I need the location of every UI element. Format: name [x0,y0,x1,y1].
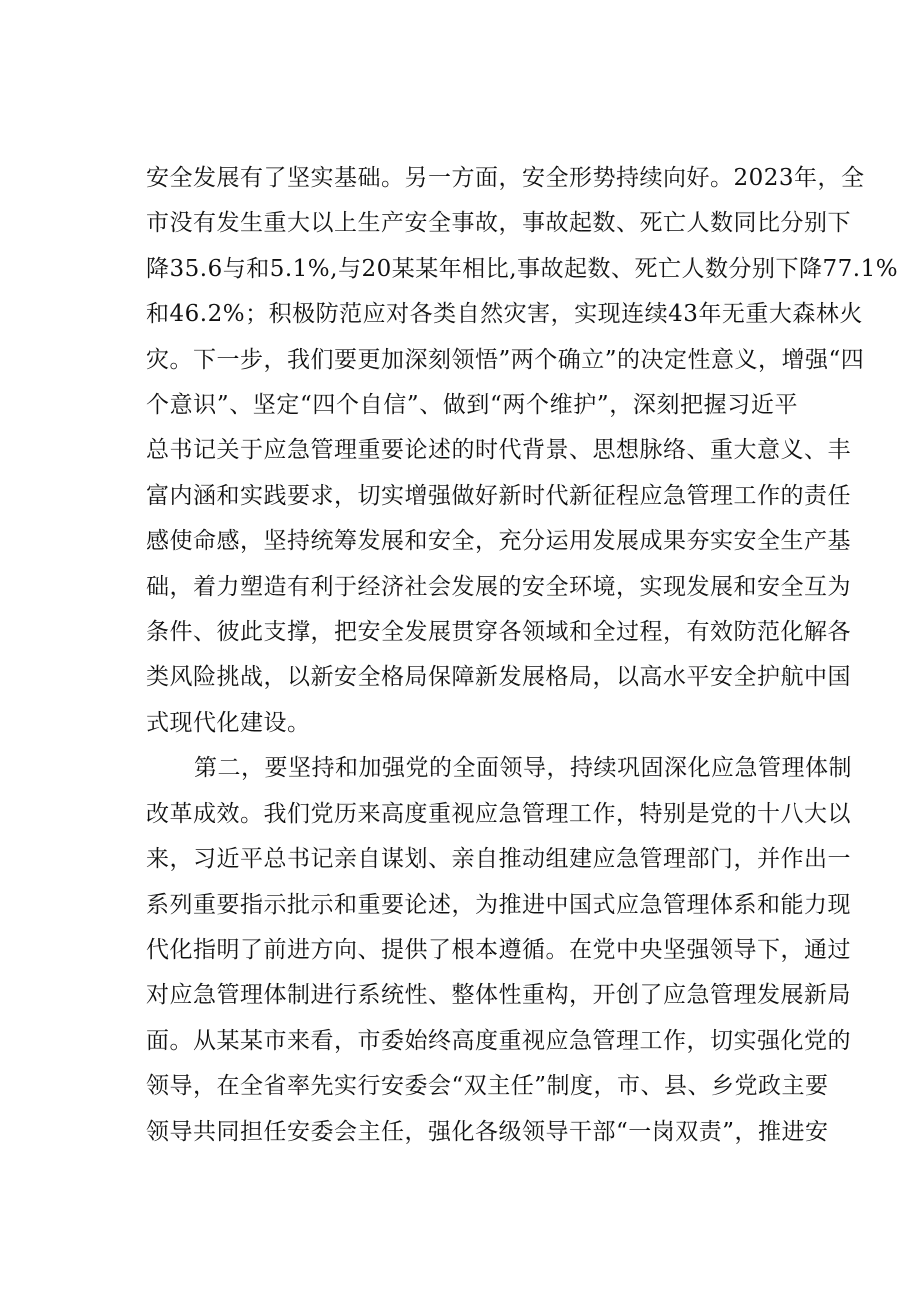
text-line: 领导，在全省率先实行安委会“双主任”制度，市、县、乡党政主要 [146,1073,829,1100]
text-line: 类风险挑战，以新安全格局保障新发展格局，以高水平安全护航中国 [146,664,851,691]
text-line: 面。从某某市来看，市委始终高度重视应急管理工作，切实强化党的 [146,1027,851,1054]
document-body [146,156,899,1155]
paragraph-1 [146,156,899,746]
text-line: 改革成效。我们党历来高度重视应急管理工作，特别是党的十八大以 [146,800,851,827]
text-line: 来，习近平总书记亲自谋划、亲自推动组建应急管理部门，并作出一 [146,846,851,873]
text-line: 领导共同担任安委会主任，强化各级领导干部“一岗双责”，推进安 [146,1118,829,1145]
text-line: 安全发展有了坚实基础。另一方面，安全形势持续向好。2023年，全 [146,165,865,191]
text-line: 个意识”、坚定“四个自信”、做到“两个维护”，深刻把握习近平 [146,392,798,419]
text-line: 富内涵和实践要求，切实增强做好新时代新征程应急管理工作的责任 [146,482,851,509]
text-line: 市没有发生重大以上生产安全事故，事故起数、死亡人数同比分别下 [146,210,851,237]
text-line: 第二，要坚持和加强党的全面领导，持续巩固深化应急管理体制 [194,755,852,782]
text-line: 降35.6与和5.1%,与20某某年相比,事故起数、死亡人数分别下降77.1% [146,255,899,282]
text-line: 础，着力塑造有利于经济社会发展的安全环境，实现发展和安全互为 [146,573,851,600]
text-line: 代化指明了前进方向、提供了根本遵循。在党中央坚强领导下，通过 [146,936,851,963]
text-line: 条件、彼此支撑，把安全发展贯穿各领域和全过程，有效防范化解各 [146,619,851,646]
text-line: 灾。下一步，我们要更加深刻领悟”两个确立”的决定性意义，增强“四 [146,346,865,373]
text-line: 总书记关于应急管理重要论述的时代背景、思想脉络、重大意义、丰 [146,437,851,464]
text-line: 和46.2%；积极防范应对各类自然灾害，实现连续43年无重大森林火 [146,301,863,328]
text-line: 系列重要指示批示和重要论述，为推进中国式应急管理体系和能力现 [146,891,851,918]
text-line: 式现代化建设。 [146,709,311,736]
text-line: 感使命感，坚持统筹发展和安全，充分运用发展成果夯实安全生产基 [146,528,851,555]
paragraph-2 [146,746,852,1155]
text-line: 对应急管理体制进行系统性、整体性重构，开创了应急管理发展新局 [146,982,851,1009]
